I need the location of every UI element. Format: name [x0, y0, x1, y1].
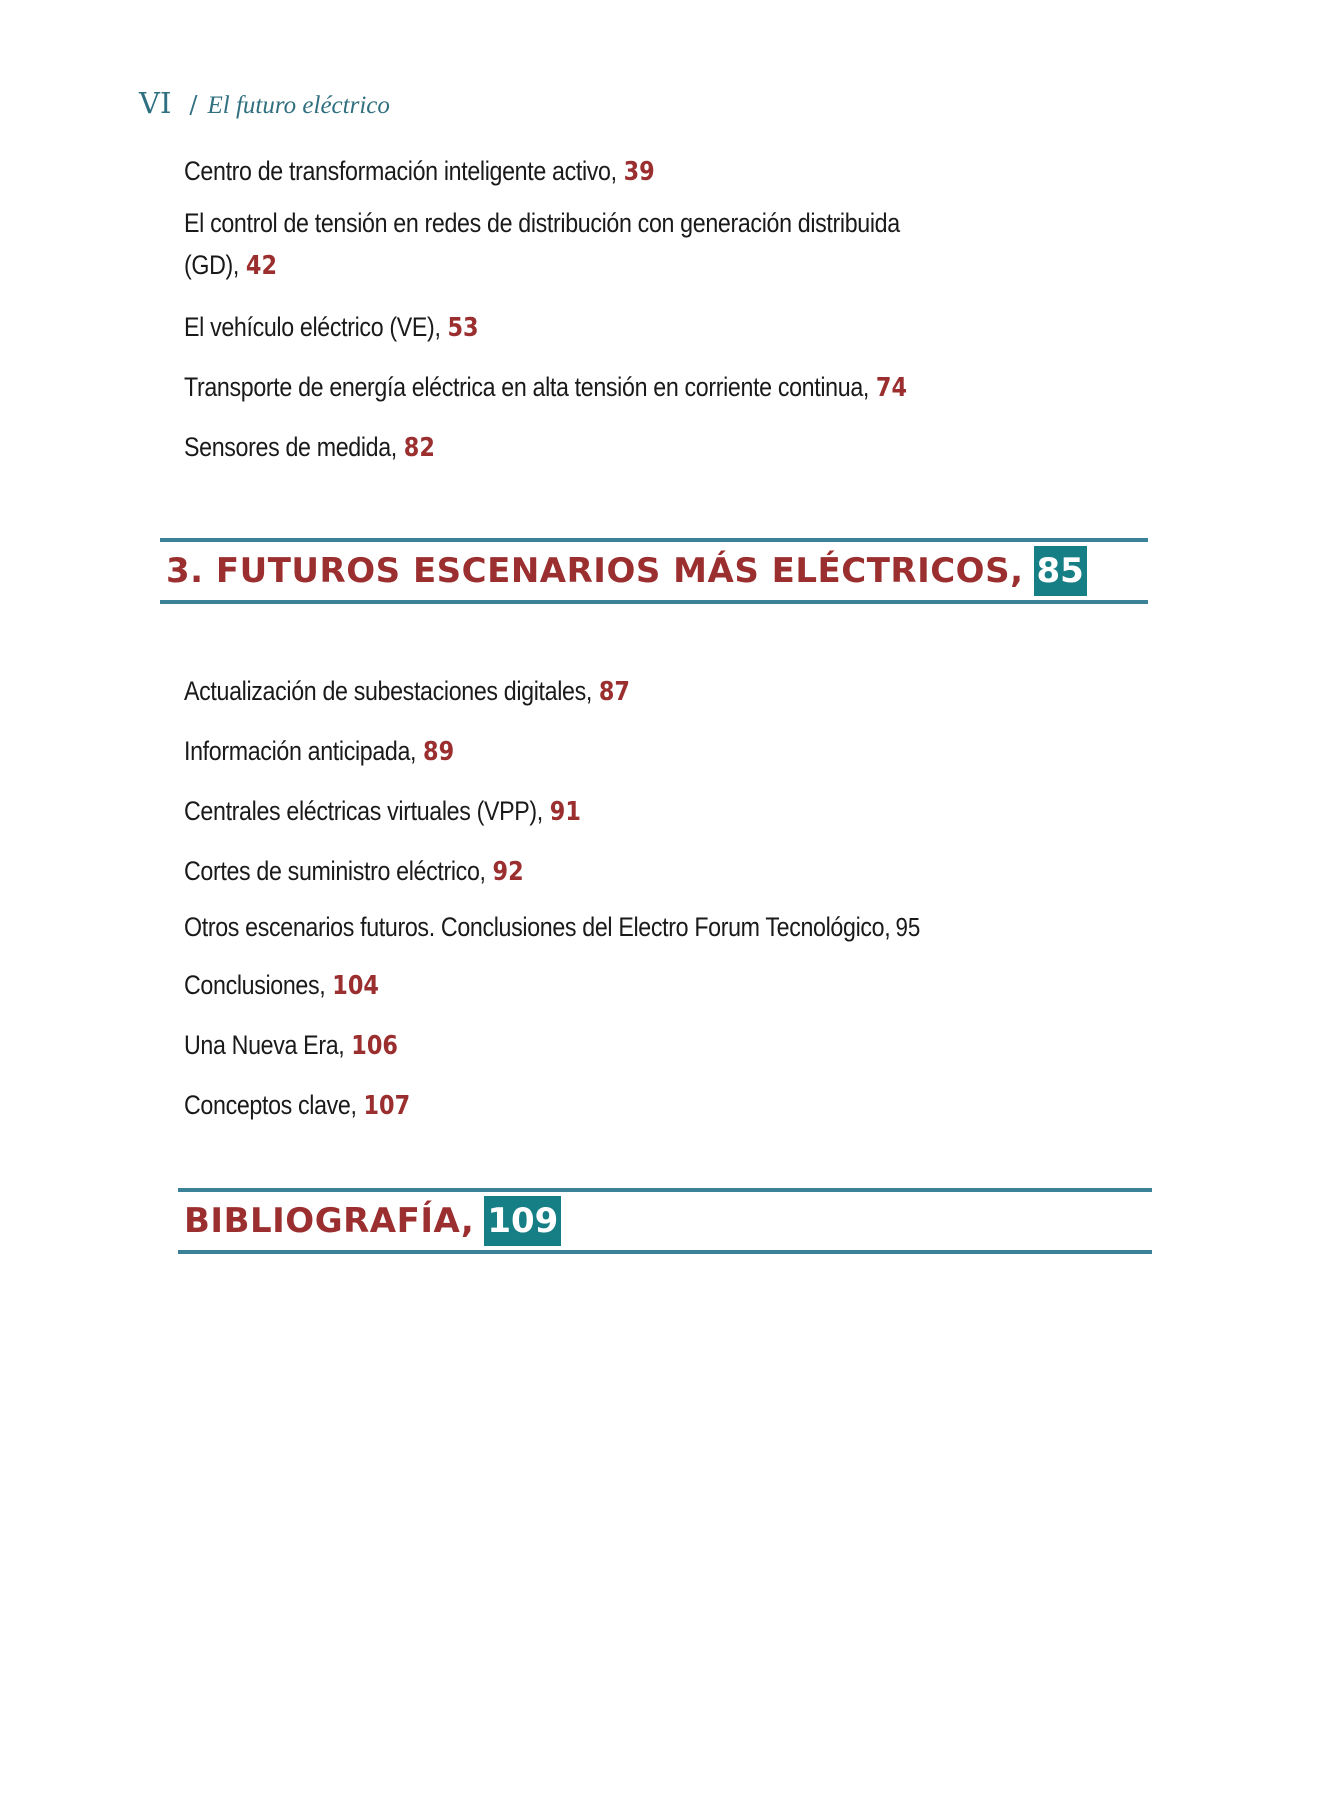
running-header: [139, 86, 390, 120]
toc-entry-page: 95: [895, 912, 921, 942]
toc-entry[interactable]: [184, 730, 454, 773]
bibliography-title: BIBLIOGRAFÍA,: [184, 1201, 475, 1241]
toc-entry-page: 74: [875, 373, 908, 403]
toc-entry-page: 87: [598, 677, 630, 707]
toc-entry[interactable]: [184, 1084, 410, 1127]
toc-entry-page: 106: [351, 1031, 398, 1061]
chapter-page-badge: 85: [1034, 546, 1087, 596]
toc-entry[interactable]: [184, 366, 907, 409]
toc-entry-text: Sensores de medida,: [184, 432, 397, 462]
toc-entry[interactable]: [184, 202, 900, 287]
toc-entry-text: El vehículo eléctrico (VE),: [184, 312, 441, 342]
toc-entry[interactable]: [184, 790, 581, 833]
toc-entry-text: Otros escenarios futuros. Conclusiones del Electro Forum Tecnológico,: [184, 912, 891, 942]
toc-entry[interactable]: [184, 850, 524, 893]
toc-entry-text: Centrales eléctricas virtuales (VPP),: [184, 796, 543, 826]
page-number-roman: VI: [139, 86, 172, 120]
toc-entry[interactable]: [184, 906, 920, 948]
toc-entry-text-cont: (GD),: [184, 250, 240, 280]
toc-entry[interactable]: [184, 426, 435, 469]
toc-entry-text: Centro de transformación inteligente activo,: [184, 156, 617, 186]
toc-entry-text: Actualización de subestaciones digitales,: [184, 676, 592, 706]
toc-entry-page: 92: [492, 857, 524, 887]
toc-entry[interactable]: [184, 150, 655, 193]
toc-entry-page: 107: [363, 1091, 411, 1121]
toc-entry-text: Conclusiones,: [184, 970, 326, 1000]
toc-entry-page: 42: [245, 251, 278, 281]
toc-entry-text: El control de tensión en redes de distribución con generación distribuida: [184, 208, 900, 238]
book-title: El futuro eléctrico: [207, 92, 390, 119]
toc-entry-page: 89: [423, 737, 455, 767]
toc-entry-text: Una Nueva Era,: [184, 1030, 345, 1060]
toc-entry-page: 104: [332, 971, 379, 1001]
bibliography-heading[interactable]: [178, 1188, 1152, 1254]
toc-entry[interactable]: [184, 670, 630, 713]
toc-entry[interactable]: [184, 1024, 398, 1067]
header-separator: /: [189, 91, 198, 119]
toc-entry[interactable]: [184, 306, 479, 349]
toc-entry-page: 91: [549, 797, 581, 827]
toc-entry-page: 39: [623, 157, 655, 187]
toc-entry[interactable]: [184, 964, 379, 1007]
toc-entry-text: Transporte de energía eléctrica en alta tensión en corriente continua,: [184, 372, 870, 402]
toc-entry-page: 53: [447, 313, 479, 343]
toc-entry-text: Cortes de suministro eléctrico,: [184, 856, 486, 886]
chapter-heading[interactable]: [160, 538, 1148, 604]
bibliography-page-badge: 109: [484, 1196, 561, 1246]
toc-entry-text: Información anticipada,: [184, 736, 417, 766]
toc-entry-page: 82: [403, 433, 435, 463]
chapter-title: 3. FUTUROS ESCENARIOS MÁS ELÉCTRICOS,: [166, 551, 1024, 591]
toc-entry-text: Conceptos clave,: [184, 1090, 357, 1120]
